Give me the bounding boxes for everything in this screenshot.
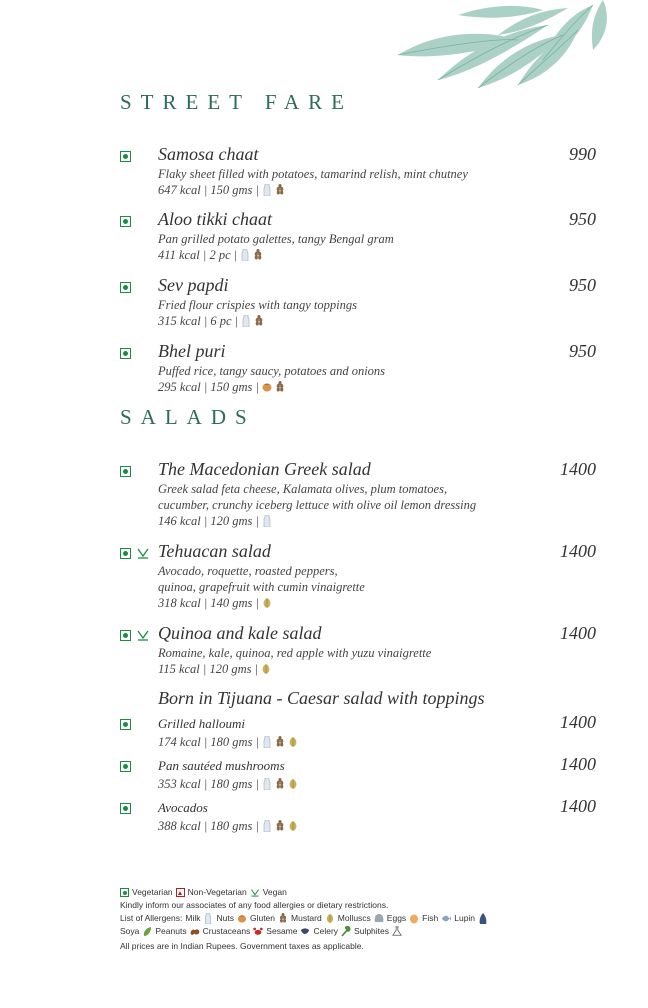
item-nutrition: 411 kcal | 2 pc | [158, 248, 238, 262]
legend-eggs: Eggs [386, 913, 407, 923]
item-description: Avocado, roquette, roasted peppers, [158, 564, 338, 578]
item-description: Flaky sheet filled with potatoes, tamarind relish, mint chutney [158, 167, 468, 181]
caesar-heading: Born in Tijuana - Caesar salad with toppings [158, 688, 485, 708]
item-name: Aloo tikki chaat [158, 209, 272, 229]
gluten-icon [275, 820, 285, 832]
item-name: Bhel puri [158, 341, 226, 361]
vegetarian-icon [120, 888, 129, 897]
vegetarian-icon [120, 216, 131, 227]
item-price: 1400 [560, 754, 596, 774]
celery-icon [341, 926, 351, 937]
nuts-icon [262, 381, 272, 393]
milk-icon [203, 913, 213, 924]
allergen-list-label: List of Allergens: [120, 913, 183, 923]
nuts-icon [237, 913, 247, 924]
gluten-icon [253, 249, 263, 261]
gluten-icon [275, 778, 285, 790]
item-name: The Macedonian Greek salad [158, 459, 371, 479]
mustard-icon [261, 663, 271, 675]
item-nutrition: 315 kcal | 6 pc | [158, 314, 239, 328]
milk-icon [262, 184, 272, 196]
item-price: 1400 [560, 541, 596, 561]
milk-icon [241, 315, 251, 327]
vegetarian-icon [120, 630, 131, 641]
milk-icon [262, 820, 272, 832]
item-price: 950 [569, 341, 596, 361]
vegan-icon [136, 546, 150, 560]
section-title-street-fare: STREET FARE [120, 90, 353, 114]
legend-nuts: Nuts [216, 913, 234, 923]
mustard-icon [262, 597, 272, 609]
gluten-icon [278, 913, 288, 924]
item-nutrition: 388 kcal | 180 gms | [158, 819, 259, 833]
allergy-notice: Kindly inform our associates of any food allergies or dietary restrictions. [120, 900, 389, 910]
fish-icon [441, 913, 451, 924]
gluten-icon [275, 381, 285, 393]
mustard-icon [288, 736, 298, 748]
item-description: cucumber, crunchy iceberg lettuce with olive oil lemon dressing [158, 498, 477, 512]
item-nutrition: 295 kcal | 150 gms | [158, 380, 259, 394]
mollusc-icon [374, 913, 384, 924]
item-price: 990 [569, 144, 596, 164]
item-price: 1400 [560, 459, 596, 479]
item-name: Avocados [158, 800, 208, 815]
legend-non-vegetarian: Non-Vegetarian [187, 887, 247, 897]
item-nutrition: 146 kcal | 120 gms | [158, 514, 259, 528]
item-description: Pan grilled potato galettes, tangy Bengal gram [158, 232, 394, 246]
legend-mustard: Mustard [291, 913, 322, 923]
item-nutrition: 115 kcal | 120 gms | [158, 662, 259, 676]
vegetarian-icon [120, 803, 131, 814]
vegetarian-icon [120, 348, 131, 359]
item-description: Puffed rice, tangy saucy, potatoes and onions [158, 364, 386, 378]
item-price: 950 [569, 209, 596, 229]
legend-milk: Milk [185, 913, 201, 923]
item-name: Grilled halloumi [158, 716, 246, 731]
sesame-icon [300, 926, 310, 937]
item-description: Romaine, kale, quinoa, red apple with yuzu vinaigrette [158, 646, 432, 660]
vegetarian-icon [120, 761, 131, 772]
peanut-icon [190, 926, 200, 937]
legend-sesame: Sesame [266, 926, 298, 936]
legend-molluscs: Molluscs [337, 913, 371, 923]
vegetarian-icon [120, 719, 131, 730]
item-name: Quinoa and kale salad [158, 623, 322, 643]
milk-icon [262, 515, 272, 527]
non-vegetarian-icon [176, 888, 185, 897]
item-nutrition: 318 kcal | 140 gms | [158, 596, 259, 610]
item-description: Greek salad feta cheese, Kalamata olives, plum tomatoes, [158, 482, 448, 496]
item-name: Pan sautéed mushrooms [158, 758, 285, 773]
item-price: 1400 [560, 796, 596, 816]
legend-soya: Soya [120, 926, 140, 936]
vegetarian-icon [120, 151, 131, 162]
legend-crustaceans: Crustaceans [202, 926, 251, 936]
milk-icon [240, 249, 250, 261]
mustard-icon [288, 820, 298, 832]
item-name: Sev papdi [158, 275, 229, 295]
legend-peanuts: Peanuts [155, 926, 187, 936]
item-name: Tehuacan salad [158, 541, 271, 561]
legend-gluten: Gluten [249, 913, 276, 923]
soya-icon [142, 926, 152, 937]
mustard-icon [288, 778, 298, 790]
mustard-icon [325, 913, 335, 924]
item-nutrition: 353 kcal | 180 gms | [158, 777, 259, 791]
item-nutrition: 174 kcal | 180 gms | [158, 735, 259, 749]
milk-icon [262, 778, 272, 790]
legend-sulphites: Sulphites [354, 926, 390, 936]
section-title-salads: SALADS [120, 405, 256, 429]
lupin-icon [478, 913, 488, 924]
legend-fish: Fish [422, 913, 439, 923]
legend-lupin: Lupin [454, 913, 476, 923]
vegan-icon [250, 887, 260, 898]
allergen-legend [120, 886, 540, 953]
item-nutrition: 647 kcal | 150 gms | [158, 183, 259, 197]
vegetarian-icon [120, 466, 131, 477]
sulphites-icon [392, 926, 402, 937]
legend-vegetarian: Vegetarian [132, 887, 173, 897]
vegetarian-icon [120, 282, 131, 293]
leaf-decoration [378, 0, 618, 90]
item-description: Fried flour crispies with tangy toppings [158, 298, 357, 312]
gluten-icon [275, 736, 285, 748]
milk-icon [262, 736, 272, 748]
gluten-icon [275, 184, 285, 196]
gluten-icon [254, 315, 264, 327]
item-price: 1400 [560, 623, 596, 643]
legend-celery: Celery [313, 926, 339, 936]
item-name: Samosa chaat [158, 144, 259, 164]
vegan-icon [136, 628, 150, 642]
item-price: 1400 [560, 712, 596, 732]
vegetarian-icon [120, 548, 131, 559]
item-price: 950 [569, 275, 596, 295]
price-notice: All prices are in Indian Rupees. Government taxes as applicable. [120, 941, 364, 951]
egg-icon [409, 913, 419, 924]
crab-icon [253, 926, 263, 937]
item-description: quinoa, grapefruit with cumin vinaigrette [158, 580, 365, 594]
legend-vegan: Vegan [262, 887, 287, 897]
